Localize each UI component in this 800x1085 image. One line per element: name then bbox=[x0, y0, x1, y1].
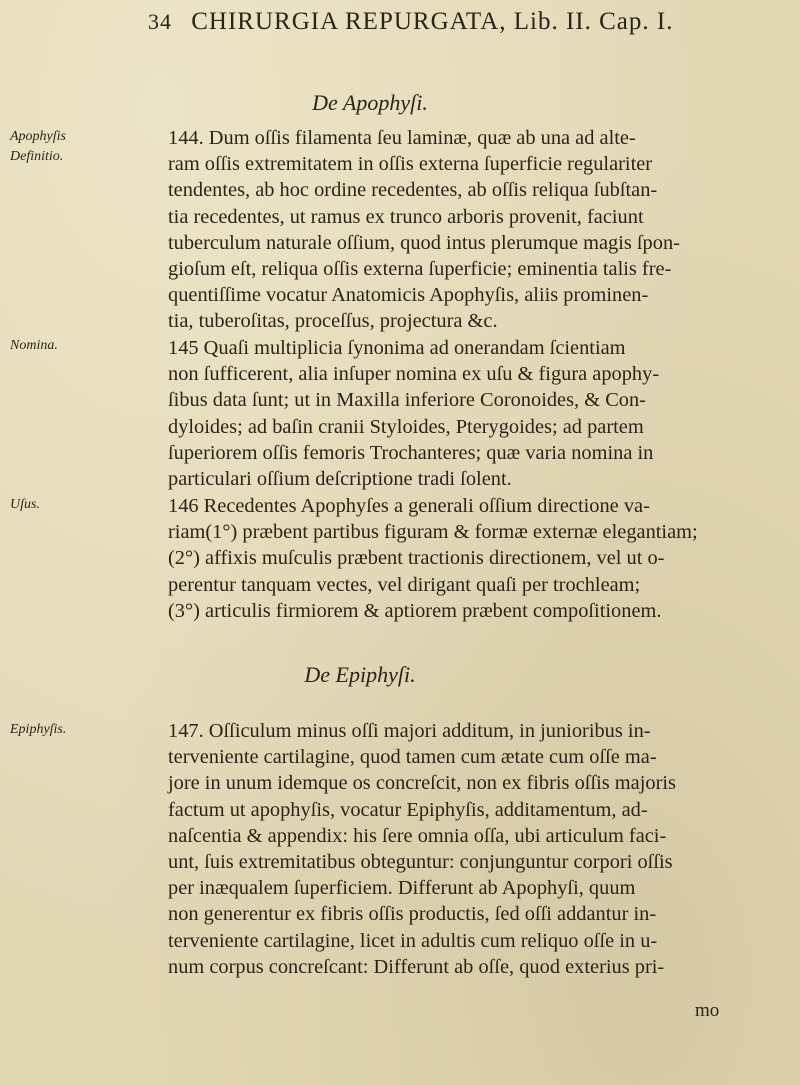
text-line: tendentes, ab hoc ordine recedentes, ab oſſis reliqua ſubſtan- bbox=[168, 179, 658, 202]
text-line: dyloides; ad baſin cranii Styloides, Pterygoides; ad partem bbox=[168, 415, 644, 438]
text-line: 147. Oſſiculum minus oſſi majori additum, in junioribus in- bbox=[168, 720, 651, 742]
text-line: num corpus concreſcant: Differunt ab oſſe, quod exterius pri- bbox=[168, 955, 665, 978]
text-line: tia, tuberoſitas, proceſſus, projectura &c. bbox=[168, 310, 498, 333]
text-line: naſcentia & appendix: his ſere omnia oſſa, ubi articulum faci- bbox=[168, 824, 667, 847]
text-line: non ſufficerent, alia inſuper nomina ex uſu & figura apophy- bbox=[168, 363, 660, 386]
text-line: factum ut apophyſis, vocatur Epiphyſis, additamentum, ad- bbox=[168, 798, 648, 821]
text-line: particulari oſſium deſcriptione tradi ſolent. bbox=[168, 468, 512, 491]
margin-note-definitio: Definitio. bbox=[10, 149, 64, 164]
text-line: (2°) affixis muſculis præbent tractionis directionem, vel ut o- bbox=[168, 547, 665, 570]
text-line: quentiſſime vocatur Anatomicis Apophyſis, aliis prominen- bbox=[168, 284, 649, 307]
text-line: gioſum eſt, reliqua oſſis externa ſuperficie; eminentia talis fre- bbox=[168, 258, 672, 281]
running-title: CHIRURGIA REPURGATA, Lib. II. Cap. I. bbox=[191, 8, 674, 35]
text-line: per inæqualem ſuperficiem. Differunt ab Apophyſi, quum bbox=[168, 877, 636, 900]
paragraph-145 bbox=[168, 335, 778, 492]
section-title-epiphysis: De Epiphyſi. bbox=[304, 662, 416, 687]
text-line: 145 Quaſi multiplicia ſynonima ad onerandam ſcientiam bbox=[168, 337, 626, 359]
page-number: 34 bbox=[148, 9, 172, 34]
text-line: 146 Recedentes Apophyſes a generali oſſium directione va- bbox=[168, 495, 650, 517]
text-line: tia recedentes, ut ramus ex trunco arboris provenit, faciunt bbox=[168, 205, 644, 228]
text-line: unt, ſuis extremitatibus obteguntur: conjunguntur corpori oſſis bbox=[168, 851, 673, 874]
text-line: non generentur ex fibris oſſis productis, ſed oſſi addantur in- bbox=[168, 903, 657, 926]
section-title-apophysis: De Apophyſi. bbox=[312, 90, 428, 115]
margin-note-apophysis: Apophyſis bbox=[10, 129, 66, 144]
text-line: terveniente cartilagine, licet in adultis cum reliquo oſſe in u- bbox=[168, 929, 658, 952]
margin-note-epiphysis: Epiphyſis. bbox=[10, 722, 67, 737]
text-line: jore in unum idemque os concreſcit, non ex fibris oſſis majoris bbox=[168, 772, 676, 795]
paragraph-144 bbox=[168, 125, 778, 335]
paragraph-147 bbox=[168, 718, 778, 980]
text-line: ſibus data ſunt; ut in Maxilla inferiore Coronoides, & Con- bbox=[168, 389, 646, 412]
text-line: ſuperiorem oſſis femoris Trochanteres; quæ varia nomina in bbox=[168, 441, 654, 464]
text-line: terveniente cartilagine, quod tamen cum ætate cum oſſe ma- bbox=[168, 746, 657, 769]
text-line: ram oſſis extremitatem in oſſis externa ſuperficie regulariter bbox=[168, 153, 653, 176]
text-line: 144. Dum oſſis filamenta ſeu laminæ, quæ ab una ad alte- bbox=[168, 127, 636, 149]
margin-note-usus: Uſus. bbox=[10, 497, 40, 512]
margin-note-nomina: Nomina. bbox=[10, 338, 58, 353]
running-head bbox=[148, 8, 768, 36]
paragraph-146 bbox=[168, 493, 778, 624]
text-line: perentur tanquam vectes, vel dirigant quaſi per trochleam; bbox=[168, 573, 641, 596]
text-line: (3°) articulis firmiorem & aptiorem præbent compoſitionem. bbox=[168, 599, 662, 622]
catchword: mo bbox=[695, 1000, 720, 1021]
text-line: riam(1°) præbent partibus figuram & formæ externæ elegantiam; bbox=[168, 521, 698, 544]
text-line: tuberculum naturale oſſium, quod intus plerumque magis ſpon- bbox=[168, 231, 680, 254]
